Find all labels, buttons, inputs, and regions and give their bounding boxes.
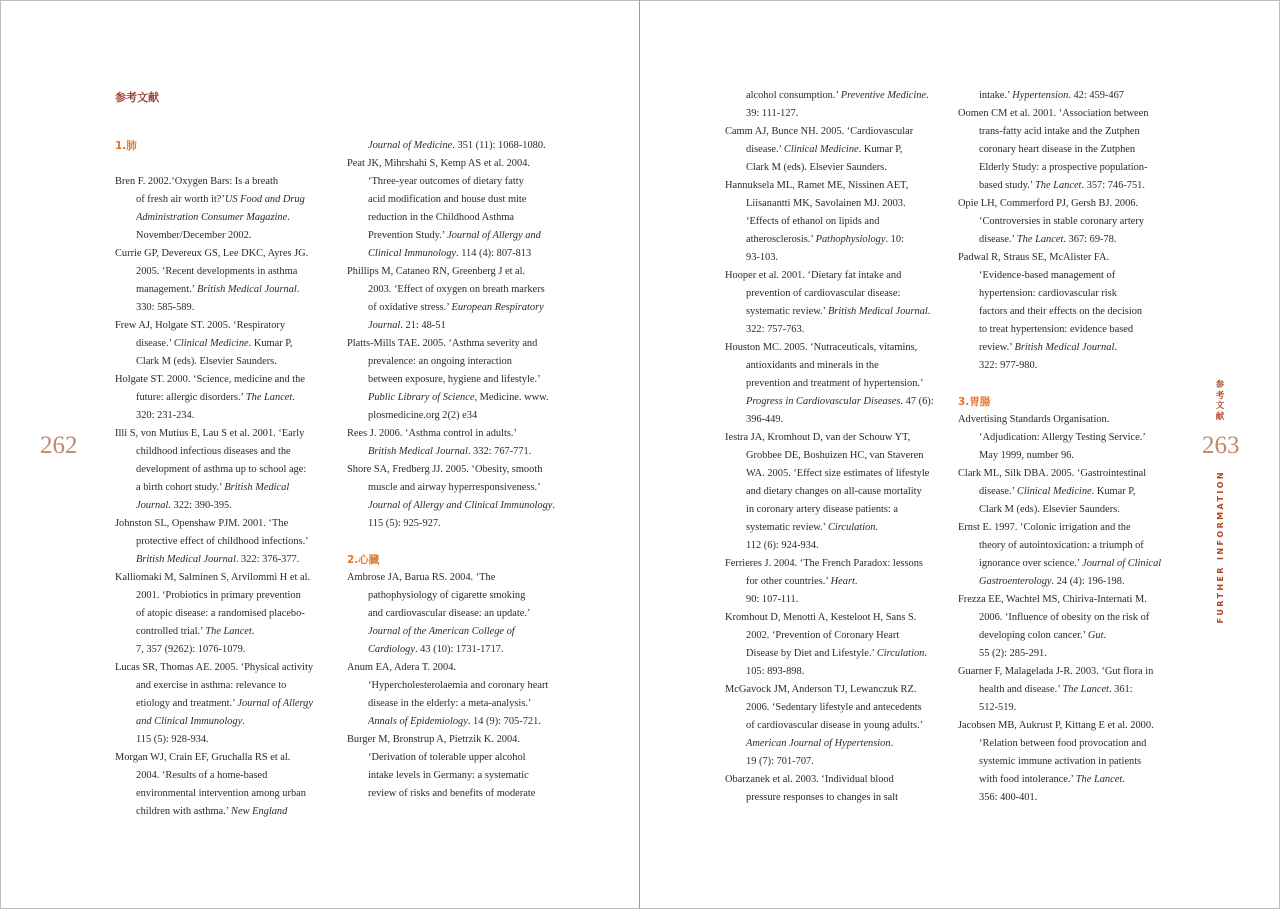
reference-entry: Currie GP, Devereux GS, Lee DKC, Ayres JG. [115,248,309,259]
reference-line: Annals of Epidemiology. 14 (9): 705-721. [368,716,541,727]
reference-line: antioxidants and minerals in the [746,360,879,371]
reference-line: Administration Consumer Magazine. [136,212,290,223]
reference-entry: Kalliomaki M, Salminen S, Arvilommi H et al. [115,572,311,583]
section-heading: 1.肺 [115,140,137,152]
reference-line: factors and their effects on the decision [979,306,1143,317]
reference-line: ‘Relation between food provocation and [979,738,1147,749]
reference-line: atherosclerosis.’ Pathophysiology. 10: [746,234,904,245]
reference-entry: Oomen CM et al. 2001. ‘Association between [958,108,1149,119]
reference-entry: Kromhout D, Menotti A, Kesteloot H, Sans S. [725,612,917,623]
reference-line: 55 (2): 285-291. [979,648,1047,659]
side-tab [1213,380,1227,623]
reference-line: ‘Three-year outcomes of dietary fatty [368,176,524,187]
reference-line: Journal of Medicine. 351 (11): 1068-1080. [368,140,546,151]
reference-line: environmental intervention among urban [136,788,306,799]
reference-line: children with asthma.’ New England [136,806,288,817]
reference-line: a birth cohort study.’ British Medical [136,482,290,493]
left-page-number: 262 [40,432,78,459]
reference-line: 105: 893-898. [746,666,805,677]
reference-line: 512-519. [979,702,1017,713]
reference-entry: Ernst E. 1997. ‘Colonic irrigation and the [958,522,1131,533]
reference-entry: Holgate ST. 2000. ‘Science, medicine and the [115,374,305,385]
reference-line: Journal. 21: 48-51 [368,320,446,331]
reference-entry: Iestra JA, Kromhout D, van der Schouw YT, [725,432,911,443]
reference-line: Liisanantti MK, Savolainen MJ. 2003. [746,198,906,209]
reference-line: prevention and treatment of hypertension.’ [746,378,924,389]
page-gutter [639,0,640,909]
reference-line: systematic review.’ British Medical Journal. [746,306,931,317]
reference-line: for other countries.’ Heart. [746,576,858,587]
reference-line: and exercise in asthma: relevance to [136,680,287,691]
reference-entry: Ambrose JA, Barua RS. 2004. ‘The [347,572,496,583]
reference-line: of atopic disease: a randomised placebo- [136,608,305,619]
reference-line: 322: 757-763. [746,324,805,335]
reference-line: 19 (7): 701-707. [746,756,814,767]
reference-line: coronary heart disease in the Zutphen [979,144,1136,155]
reference-line: intake levels in Germany: a systematic [368,770,529,781]
reference-line: 322: 977-980. [979,360,1038,371]
reference-line: Public Library of Science, Medicine. www. [368,392,549,403]
reference-line: Clark M (eds). Elsevier Saunders. [979,504,1120,515]
right-page-number: 263 [1202,432,1240,459]
reference-line: Cardiology. 43 (10): 1731-1717. [368,644,504,655]
reference-line: with food intolerance.’ The Lancet. [979,774,1125,785]
reference-line: 93-103. [746,252,779,263]
reference-line: alcohol consumption.’ Preventive Medicine. [746,90,929,101]
section-heading: 3.胃腸 [958,396,991,408]
reference-line: and dietary changes on all-cause mortality [746,486,922,497]
side-tab-label: FURTHER INFORMATION [1215,470,1225,624]
reference-line: Journal of the American College of [368,626,515,637]
reference-line: pressure responses to changes in salt [746,792,899,803]
reference-line: ignorance over science.’ Journal of Clinical [979,558,1162,569]
section-heading: 2.心臓 [347,554,380,566]
reference-column-2 [347,137,555,803]
reference-line: Prevention Study.’ Journal of Allergy and [368,230,541,241]
reference-line: acid modification and house dust mite [368,194,527,205]
reference-line: systemic immune activation in patients [979,756,1142,767]
reference-line: review.’ British Medical Journal. [979,342,1117,353]
reference-entry: Rees J. 2006. ‘Asthma control in adults.’ [347,428,517,439]
reference-line: of oxidative stress.’ European Respiratory [368,302,544,313]
reference-line: muscle and airway hyperresponsiveness.’ [368,482,541,493]
side-tab-cjk-0: 参 [1215,380,1225,390]
reference-line: reduction in the Childhood Asthma [368,212,515,223]
reference-line: Progress in Cardiovascular Diseases. 47 (6): [746,396,934,407]
reference-entry: Houston MC. 2005. ‘Nutraceuticals, vitamins, [725,342,918,353]
reference-entry: Illi S, von Mutius E, Lau S et al. 2001. ‘Early [115,428,305,439]
reference-line: etiology and treatment.’ Journal of Allergy [136,698,313,709]
reference-line: disease.’ Clinical Medicine. Kumar P, [136,338,293,349]
reference-line: Clinical Immunology. 114 (4): 807-813 [368,248,532,259]
side-tab-cjk-3: 献 [1215,411,1225,422]
reference-entry: McGavock JM, Anderson TJ, Lewanczuk RZ. [725,684,917,695]
reference-line: 2006. ‘Sedentary lifestyle and antecedents [746,702,922,713]
reference-line: pathophysiology of cigarette smoking [368,590,526,601]
reference-entry: Burger M, Bronstrup A, Pietrzik K. 2004. [347,734,520,745]
reference-line: 330: 585-589. [136,302,195,313]
reference-entry: Phillips M, Cataneo RN, Greenberg J et al. [347,266,526,277]
spacer [958,375,1161,393]
reference-line: disease.’ Clinical Medicine. Kumar P, [979,486,1136,497]
reference-column-1 [115,137,313,821]
reference-line: Clark M (eds). Elsevier Saunders. [136,356,277,367]
spacer [115,155,313,173]
reference-line: 2002. ‘Prevention of Coronary Heart [746,630,900,641]
reference-line: and Clinical Immunology. [136,716,245,727]
reference-line: Elderly Study: a prospective population- [979,162,1148,173]
reference-entry: Opie LH, Commerford PJ, Gersh BJ. 2006. [958,198,1139,209]
reference-line: Gastroenterology. 24 (4): 196-198. [979,576,1125,587]
reference-line: trans-fatty acid intake and the Zutphen [979,126,1140,137]
reference-line: disease.’ Clinical Medicine. Kumar P, [746,144,903,155]
reference-line: ‘Evidence-based management of [979,270,1116,281]
reference-line: 2006. ‘Influence of obesity on the risk of [979,612,1150,623]
reference-line: disease in the elderly: a meta-analysis.’ [368,698,532,709]
reference-line: 2004. ‘Results of a home-based [136,770,268,781]
reference-entry: Guarner F, Malagelada J-R. 2003. ‘Gut flora in [958,666,1154,677]
reference-line: and cardiovascular disease: an update.’ [368,608,531,619]
reference-line: prevalence: an ongoing interaction [368,356,512,367]
reference-line: 396-449. [746,414,784,425]
reference-entry: Obarzanek et al. 2003. ‘Individual blood [725,774,894,785]
reference-entry: Jacobsen MB, Aukrust P, Kittang E et al. 2000. [958,720,1154,731]
reference-line: British Medical Journal. 322: 376-377. [136,554,300,565]
reference-line: health and disease.’ The Lancet. 361: [979,684,1133,695]
reference-entry: Bren F. 2002.‘Oxygen Bars: Is a breath [115,176,279,187]
reference-line: controlled trial.’ The Lancet. [136,626,255,637]
reference-entry: Frezza EE, Wachtel MS, Chiriva-Internati M. [958,594,1147,605]
spacer [347,533,555,551]
reference-line: between exposure, hygiene and lifestyle.’ [368,374,541,385]
reference-entry: Morgan WJ, Crain EF, Gruchalla RS et al. [115,752,291,763]
reference-line: review of risks and benefits of moderate [368,788,536,799]
reference-entry: Frew AJ, Holgate ST. 2005. ‘Respiratory [115,320,286,331]
reference-line: Journal of Allergy and Clinical Immunology. [368,500,556,511]
page-title: 参考文献 [115,91,159,104]
reference-entry: Peat JK, Mihrshahi S, Kemp AS et al. 2004. [347,158,530,169]
reference-line: protective effect of childhood infections.’ [136,536,309,547]
reference-entry: Clark ML, Silk DBA. 2005. ‘Gastrointestinal [958,468,1147,479]
reference-line: systematic review.’ Circulation. [746,522,879,533]
reference-line: WA. 2005. ‘Effect size estimates of lifestyle [746,468,930,479]
reference-line: 320: 231-234. [136,410,195,421]
reference-line: American Journal of Hypertension. [746,738,894,749]
reference-line: 112 (6): 924-934. [746,540,819,551]
reference-entry: Padwal R, Straus SE, McAlister FA. [958,252,1110,263]
reference-line: ‘Hypercholesterolaemia and coronary heart [368,680,549,691]
reference-entry: Ferrieres J. 2004. ‘The French Paradox: lessons [725,558,923,569]
reference-line: of fresh air worth it?’US Food and Drug [136,194,305,205]
reference-line: British Medical Journal. 332: 767-771. [368,446,532,457]
reference-line: childhood infectious diseases and the [136,446,291,457]
reference-entry: Lucas SR, Thomas AE. 2005. ‘Physical activity [115,662,314,673]
reference-entry: Hooper et al. 2001. ‘Dietary fat intake and [725,270,902,281]
reference-line: 90: 107-111. [746,594,799,605]
reference-line: Grobbee DE, Boshuizen HC, van Staveren [746,450,924,461]
reference-line: 2001. ‘Probiotics in primary prevention [136,590,301,601]
reference-line: plosmedicine.org 2(2) e34 [368,410,478,421]
reference-line: Clark M (eds). Elsevier Saunders. [746,162,887,173]
reference-line: ‘Effects of ethanol on lipids and [746,216,880,227]
reference-line: 115 (5): 928-934. [136,734,209,745]
reference-column-3 [725,87,934,807]
reference-line: prevention of cardiovascular disease: [746,288,901,299]
reference-line: ‘Derivation of tolerable upper alcohol [368,752,526,763]
reference-line: Journal. 322: 390-395. [136,500,232,511]
reference-line: management.’ British Medical Journal. [136,284,300,295]
reference-entry: Advertising Standards Organisation. [958,414,1110,425]
reference-entry: Camm AJ, Bunce NH. 2005. ‘Cardiovascular [725,126,914,137]
reference-line: theory of autointoxication: a triumph of [979,540,1144,551]
reference-entry: Shore SA, Fredberg JJ. 2005. ‘Obesity, smooth [347,464,543,475]
reference-line: based study.’ The Lancet. 357: 746-751. [979,180,1145,191]
side-tab-cjk-1: 考 [1215,390,1225,401]
reference-line: developing colon cancer.’ Gut. [979,630,1107,641]
reference-line: development of asthma up to school age: [136,464,307,475]
reference-line: of cardiovascular disease in young adults.’ [746,720,924,731]
side-tab-cjk-2: 文 [1215,401,1225,411]
reference-line: 7, 357 (9262): 1076-1079. [136,644,246,655]
reference-line: 2003. ‘Effect of oxygen on breath markers [368,284,545,295]
reference-line: to treat hypertension: evidence based [979,324,1134,335]
reference-line: intake.’ Hypertension. 42: 459-467 [979,90,1124,101]
reference-line: 356: 400-401. [979,792,1038,803]
reference-line: in coronary artery disease patients: a [746,504,899,515]
reference-line: 2005. ‘Recent developments in asthma [136,266,298,277]
reference-line: hypertension: cardiovascular risk [979,288,1117,299]
reference-line: ‘Adjudication: Allergy Testing Service.’ [979,432,1146,443]
reference-line: Disease by Diet and Lifestyle.’ Circulation. [746,648,927,659]
reference-entry: Anum EA, Adera T. 2004. [347,662,456,673]
reference-line: May 1999, number 96. [979,450,1074,461]
reference-entry: Hannuksela ML, Ramet ME, Nissinen AET, [725,180,909,191]
reference-line: November/December 2002. [136,230,252,241]
reference-line: ‘Controversies in stable coronary artery [979,216,1145,227]
reference-line: disease.’ The Lancet. 367: 69-78. [979,234,1117,245]
reference-entry: Johnston SL, Openshaw PJM. 2001. ‘The [115,518,289,529]
reference-line: 115 (5): 925-927. [368,518,441,529]
reference-line: 39: 111-127. [746,108,799,119]
reference-entry: Platts-Mills TAE. 2005. ‘Asthma severity and [347,338,538,349]
reference-line: future: allergic disorders.’ The Lancet. [136,392,295,403]
reference-column-4 [958,87,1161,807]
